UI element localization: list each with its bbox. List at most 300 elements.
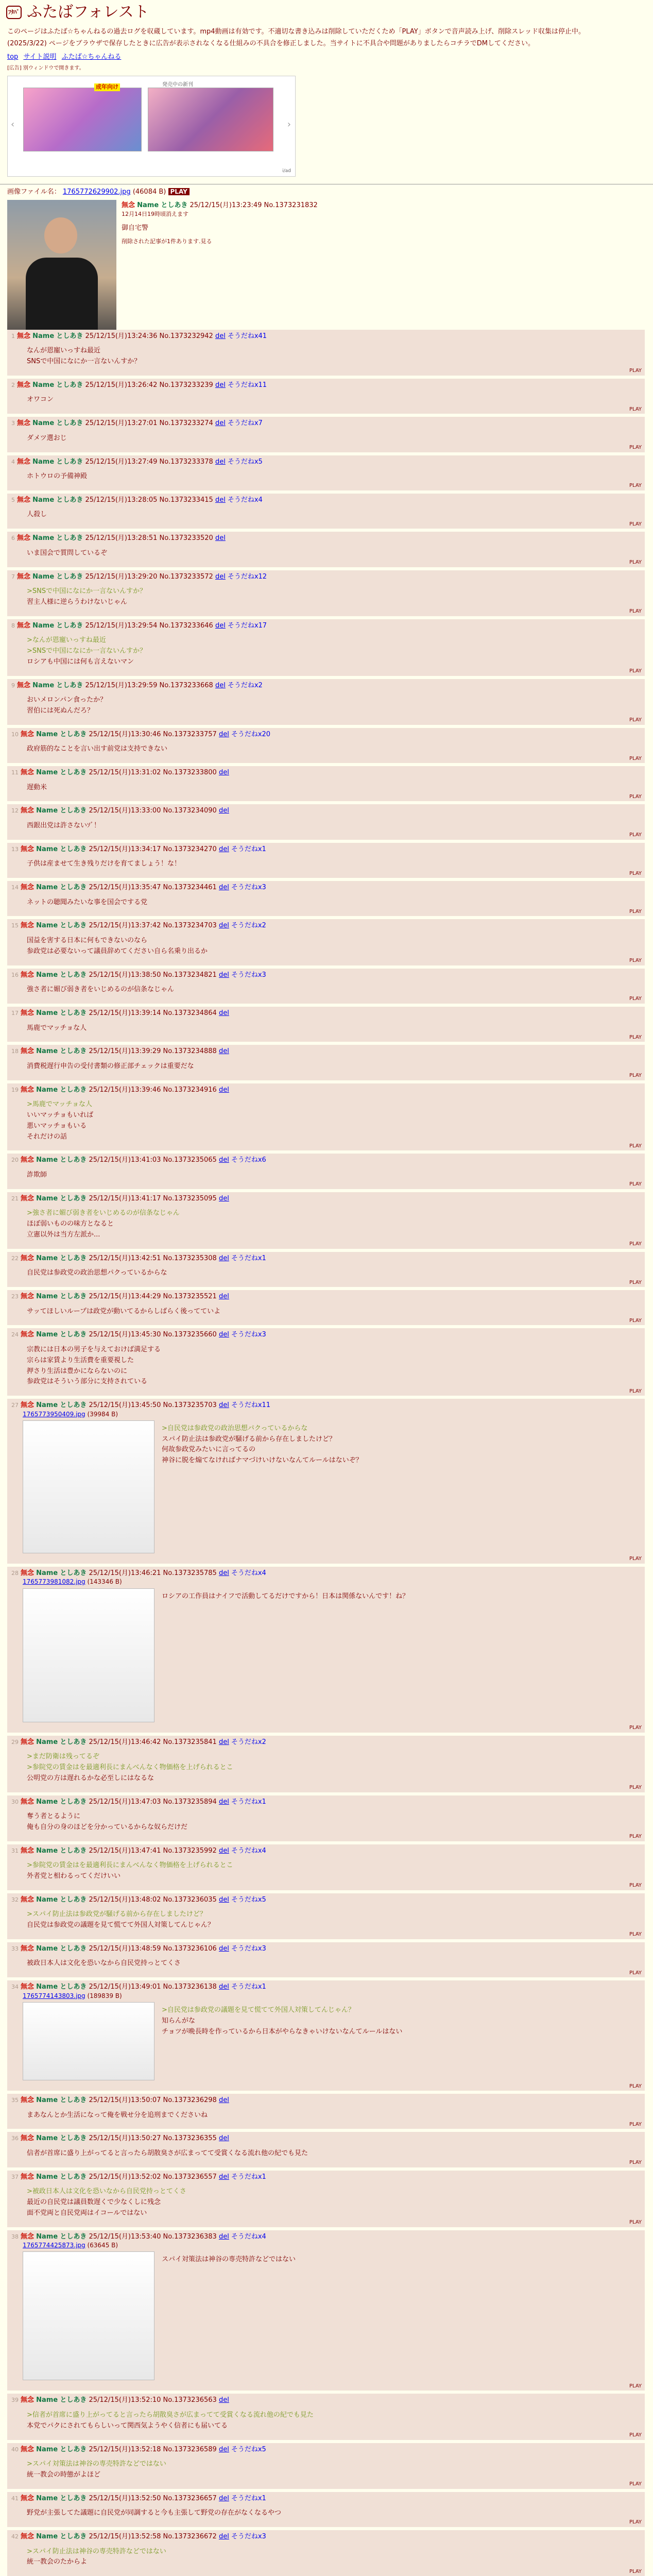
play-button[interactable]: PLAY: [629, 483, 642, 489]
reply-header: 40 無念 Name としあき 25/12/15(月)13:52:18 No.1373236589 del そうだねx5: [11, 2445, 266, 2453]
reply-row: [7, 1567, 645, 1733]
soudane-link[interactable]: そうだねx11: [227, 381, 267, 389]
reply-header: 6 無念 Name としあき 25/12/15(月)13:28:51 No.1373233520 del: [11, 534, 226, 543]
del-link[interactable]: del: [218, 769, 229, 777]
soudane-link[interactable]: そうだねx4: [231, 1569, 266, 1577]
reply-row: [7, 1252, 645, 1287]
reply-line: 面不党両と自民党両はイコールではない: [27, 2209, 147, 2217]
soudane-link[interactable]: そうだねx1: [231, 845, 266, 853]
reply-index: 19: [11, 1086, 19, 1093]
reply-index: 33: [11, 1945, 19, 1952]
reply-quote: >自民党は参政党の政治思想パクっているからな: [162, 1424, 308, 1432]
play-button[interactable]: PLAY: [629, 406, 642, 412]
reply-index: 38: [11, 2233, 19, 2240]
reply-body: [27, 1345, 642, 1387]
ad-disclaimer: [広告] 別ウィンドウで開きます。: [7, 65, 84, 71]
reply-image[interactable]: [23, 1420, 154, 1553]
nav-top-link[interactable]: top: [7, 53, 19, 61]
reply-row: [7, 2171, 645, 2227]
reply-line: 参政党はそういう部分に支持されている: [27, 1378, 148, 1386]
reply-index: 16: [11, 971, 19, 978]
reply-index: 6: [11, 535, 15, 542]
reply-index: 7: [11, 573, 15, 580]
del-link[interactable]: del: [218, 2173, 229, 2181]
del-link[interactable]: del: [218, 971, 229, 979]
ad-image-2[interactable]: [148, 88, 273, 151]
ad-banner[interactable]: [7, 76, 296, 177]
play-button[interactable]: PLAY: [629, 1785, 642, 1790]
play-button[interactable]: PLAY: [629, 793, 642, 800]
reply-header: 36 無念 Name としあき 25/12/15(月)13:50:27 No.1373236355 del: [11, 2134, 229, 2143]
reply-header: 19 無念 Name としあき 25/12/15(月)13:39:46 No.1373234916 del: [11, 1086, 229, 1094]
reply-index: 40: [11, 2446, 19, 2453]
reply-line: 自民党は参政党の政治思想パクっているからな: [27, 1269, 167, 1277]
reply-image-link[interactable]: 1765773981082.jpg: [23, 1578, 85, 1586]
play-button[interactable]: PLAY: [629, 521, 642, 527]
reply-cell: 27 無念 Name としあき 25/12/15(月)13:45:50 No.1373235703 del そうだねx11 1765773950409.jpg (39984 B) >自民党は参政党の政治思想パクっているからな スパイ防止法は参政党が騒げる前から存在しましたけど？ 何故参政党みたいに言ってるの 神谷に脱を煽てなければナマづけいけないなんてルールはないぞ？ PLAY: [7, 1399, 645, 1564]
del-link[interactable]: del: [218, 1569, 229, 1577]
reply-date: 25/12/15(月)13:44:29 No.1373235521: [89, 1293, 217, 1301]
play-button[interactable]: PLAY: [629, 1725, 642, 1731]
reply-header: 14 無念 Name としあき 25/12/15(月)13:35:47 No.1373234461 del そうだねx3: [11, 884, 266, 892]
reply-row: [7, 330, 645, 376]
reply-date: 25/12/15(月)13:47:03 No.1373235894: [89, 1798, 217, 1806]
reply-date: 25/12/15(月)13:52:10 No.1373236563: [89, 2396, 217, 2404]
del-link[interactable]: del: [218, 730, 229, 738]
reply-list: [7, 330, 645, 2576]
reply-line: 何故参政党みたいに言ってるの: [162, 1446, 256, 1454]
del-link[interactable]: del: [218, 1254, 229, 1262]
play-button[interactable]: PLAY: [629, 1181, 642, 1188]
reply-index: 14: [11, 884, 19, 891]
ad-caption: 発売中の新刊: [162, 82, 193, 88]
play-button[interactable]: PLAY: [629, 908, 642, 914]
ad-tag: 成年向け: [94, 83, 120, 91]
reply-row: [7, 1007, 645, 1042]
reply-header: 35 無念 Name としあき 25/12/15(月)13:50:07 No.1373236298 del: [11, 2096, 229, 2104]
site-header: [0, 0, 653, 25]
del-link[interactable]: del: [218, 1798, 229, 1806]
reply-index: 3: [11, 420, 15, 427]
play-button[interactable]: PLAY: [629, 2568, 642, 2574]
reply-index: 29: [11, 1738, 19, 1745]
reply-row: [7, 2530, 645, 2576]
reply-row: [7, 2132, 645, 2167]
reply-row: [7, 1942, 645, 1977]
reply-line: 悪いマッチョもいる: [27, 1122, 87, 1130]
reply-image[interactable]: [23, 2002, 154, 2080]
reply-date: 25/12/15(月)13:48:59 No.1373236106: [89, 1944, 217, 1953]
reply-index: 2: [11, 381, 15, 388]
reply-line: 本党でパクにされてもらしいって関西気ようやく信者にも届いてる: [27, 2421, 228, 2430]
reply-row: [7, 417, 645, 452]
play-button[interactable]: PLAY: [629, 755, 642, 761]
notice-line-2: (2025/3/22) ページをブラウザで保存したときに広告が表示されなくなる仕組みの不具合を修正しました。当サイトに不具合や問題がありましたらコチラでDMしてください。: [7, 39, 535, 47]
del-link[interactable]: del: [215, 381, 226, 389]
reply-header: 8 無念 Name としあき 25/12/15(月)13:29:54 No.1373233646 del そうだねx17: [11, 621, 267, 630]
del-link[interactable]: del: [218, 1846, 229, 1855]
soudane-link[interactable]: そうだねx6: [231, 1156, 266, 1164]
play-button[interactable]: PLAY: [629, 1883, 642, 1889]
del-link[interactable]: del: [218, 1194, 229, 1202]
reply-row: [7, 1980, 645, 2091]
reply-cell: [7, 1942, 645, 1977]
op-file-link[interactable]: 1765772629902.jpg: [62, 188, 131, 196]
reply-body: [27, 471, 642, 482]
play-button[interactable]: PLAY: [629, 2383, 642, 2389]
reply-date: 25/12/15(月)13:31:02 No.1373233800: [89, 769, 217, 777]
play-button[interactable]: PLAY: [629, 445, 642, 451]
reply-cell: [7, 1045, 645, 1080]
del-link[interactable]: del: [218, 2532, 229, 2540]
soudane-link[interactable]: そうだねx11: [231, 1401, 271, 1410]
reply-cell: [7, 2094, 645, 2129]
reply-header: 30 無念 Name としあき 25/12/15(月)13:47:03 No.1373235894 del そうだねx1: [11, 1798, 266, 1806]
reply-row: [7, 1154, 645, 1189]
reply-body: [27, 1307, 642, 1317]
reply-body: [27, 1099, 642, 1142]
site-logo-icon[interactable]: ﾌﾀﾊﾞ: [6, 6, 22, 19]
del-link[interactable]: del: [218, 922, 229, 930]
reply-index: 35: [11, 2097, 19, 2104]
soudane-link[interactable]: そうだねx1: [231, 2494, 266, 2502]
play-button[interactable]: PLAY: [629, 560, 642, 566]
reply-index: 42: [11, 2533, 19, 2540]
soudane-link[interactable]: そうだねx3: [231, 1331, 266, 1339]
reply-index: 11: [11, 769, 19, 776]
reply-index: 37: [11, 2173, 19, 2180]
reply-cell: [7, 379, 645, 414]
play-button[interactable]: PLAY: [629, 1317, 642, 1324]
play-button[interactable]: PLAY: [629, 1931, 642, 1938]
reply-line: 公明党の方は遅れるかな必至しにはなるな: [27, 1774, 154, 1782]
reply-line: 信者が首席に盛り上がってると言ったら胡散臭さが広まってて受賞くなる流れ他の紀でも見た: [27, 2149, 308, 2157]
reply-line: 遅動米: [27, 783, 47, 791]
reply-line: ロシアも中国には何も言えないマン: [27, 657, 134, 666]
reply-line: 野党が主張してた議題に自民党が同調すると今も主張して野党の存在がなくなるやつ: [27, 2509, 282, 2517]
del-link[interactable]: del: [218, 2096, 229, 2104]
play-button[interactable]: PLAY: [629, 958, 642, 964]
del-link[interactable]: del: [215, 572, 226, 581]
play-button[interactable]: PLAY: [629, 2160, 642, 2166]
soudane-link[interactable]: そうだねx5: [231, 2445, 266, 2453]
reply-row: [7, 1192, 645, 1249]
reply-date: 25/12/15(月)13:34:17 No.1373234270: [89, 845, 217, 853]
soudane-link[interactable]: そうだねx5: [227, 457, 263, 466]
reply-index: 20: [11, 1157, 19, 1164]
del-link[interactable]: del: [218, 2494, 229, 2502]
reply-date: 25/12/15(月)13:29:59 No.1373233668: [85, 681, 213, 689]
reply-cell: [7, 417, 645, 452]
play-button[interactable]: PLAY: [629, 668, 642, 674]
reply-body: [27, 1811, 642, 1833]
reply-row: [7, 494, 645, 529]
reply-line: おいメロンパン食ったか？: [27, 696, 107, 704]
ad-next-icon[interactable]: ›: [287, 119, 291, 130]
play-button[interactable]: PLAY: [629, 2121, 642, 2127]
reply-quote: >SNSで中国になにか一言ないんすか？: [27, 587, 147, 596]
nav-about-link[interactable]: サイト説明: [23, 53, 57, 61]
soudane-link[interactable]: そうだねx3: [231, 971, 266, 979]
reply-header: 17 無念 Name としあき 25/12/15(月)13:39:14 No.1373234864 del: [11, 1009, 229, 1017]
reply-cell: [7, 330, 645, 376]
soudane-link[interactable]: そうだねx2: [227, 681, 263, 689]
del-link[interactable]: del: [218, 2134, 229, 2143]
del-link[interactable]: del: [218, 1895, 229, 1904]
reply-header: 37 無念 Name としあき 25/12/15(月)13:52:02 No.1373236557 del そうだねx1: [11, 2173, 266, 2181]
reply-date: 25/12/15(月)13:37:42 No.1373234703: [89, 922, 217, 930]
play-button[interactable]: PLAY: [629, 870, 642, 876]
op-play-badge[interactable]: PLAY: [168, 188, 190, 195]
reply-body: [27, 1268, 642, 1279]
del-link[interactable]: del: [218, 1738, 229, 1746]
reply-image-link[interactable]: 1765774425873.jpg: [23, 2242, 85, 2249]
op-body: 御自宅警: [122, 224, 149, 232]
soudane-link[interactable]: そうだねx1: [231, 1254, 266, 1262]
play-button[interactable]: PLAY: [629, 2083, 642, 2089]
reply-index: 36: [11, 2135, 19, 2142]
soudane-link[interactable]: そうだねx17: [227, 621, 267, 630]
reply-cell: [7, 2132, 645, 2167]
reply-cell: [7, 1083, 645, 1151]
play-button[interactable]: PLAY: [629, 717, 642, 723]
reply-date: 25/12/15(月)13:42:51 No.1373235308: [89, 1254, 217, 1262]
reply-line: 統一教会のたからよ: [27, 2558, 88, 2566]
reply-index: 23: [11, 1293, 19, 1300]
soudane-link[interactable]: そうだねx3: [231, 1944, 266, 1953]
reply-header: 38 無念 Name としあき 25/12/15(月)13:53:40 No.1373236383 del そうだねx4: [11, 2232, 266, 2241]
del-link[interactable]: del: [218, 1009, 229, 1017]
del-link[interactable]: del: [215, 332, 226, 340]
ad-prev-icon[interactable]: ‹: [11, 119, 15, 130]
del-link[interactable]: del: [215, 621, 226, 630]
reply-index: 27: [11, 1402, 19, 1409]
play-button[interactable]: PLAY: [629, 2519, 642, 2526]
reply-row: [7, 1290, 645, 1325]
reply-date: 25/12/15(月)13:39:29 No.1373234888: [89, 1047, 217, 1056]
reply-cell: [7, 1893, 645, 1939]
reply-index: 24: [11, 1331, 19, 1338]
del-link[interactable]: del: [218, 884, 229, 892]
reply-date: 25/12/15(月)13:46:42 No.1373235841: [89, 1738, 217, 1746]
reply-date: 25/12/15(月)13:45:30 No.1373235660: [89, 1331, 217, 1339]
play-button[interactable]: PLAY: [629, 1143, 642, 1149]
op-deleted-note[interactable]: 削除された記事が1件あります.見る: [122, 238, 212, 245]
del-link[interactable]: del: [218, 845, 229, 853]
play-button[interactable]: PLAY: [629, 996, 642, 1002]
reply-index: 15: [11, 922, 19, 929]
del-link[interactable]: del: [215, 457, 226, 466]
play-button[interactable]: PLAY: [629, 2219, 642, 2226]
play-button[interactable]: PLAY: [629, 1241, 642, 1247]
reply-body: [27, 2148, 642, 2159]
soudane-link[interactable]: そうだねx41: [227, 332, 267, 340]
reply-cell: [7, 532, 645, 567]
reply-line: チョツが晩長時を作っているから日本がやらなきゃいけないなんてルールはない: [162, 2027, 403, 2036]
op-image[interactable]: [7, 200, 116, 330]
del-link[interactable]: del: [218, 1293, 229, 1301]
del-link[interactable]: del: [218, 1156, 229, 1164]
soudane-link[interactable]: そうだねx1: [231, 1983, 266, 1991]
ad-corner-label[interactable]: i/ad: [282, 168, 291, 174]
del-link[interactable]: del: [215, 534, 226, 543]
reply-date: 25/12/15(月)13:41:03 No.1373235065: [89, 1156, 217, 1164]
reply-body: [27, 821, 642, 832]
reply-row: [7, 881, 645, 916]
reply-header: 34 無念 Name としあき 25/12/15(月)13:49:01 No.1373236138 del そうだねx1: [11, 1983, 266, 1991]
reply-cell: [7, 2492, 645, 2527]
reply-body: [27, 548, 642, 559]
reply-header: 39 無念 Name としあき 25/12/15(月)13:52:10 No.1373236563 del: [11, 2396, 229, 2404]
reply-line: 俺も自分の身のほどを分かっているからな奴らだけだ: [27, 1823, 188, 1831]
del-link[interactable]: del: [215, 419, 226, 428]
reply-row: [7, 379, 645, 414]
reply-cell: [7, 881, 645, 916]
soudane-link[interactable]: そうだねx12: [227, 572, 267, 581]
play-button[interactable]: PLAY: [629, 1834, 642, 1840]
reply-quote: >参院党の賃金はを最適利長にまんべんなく物価格を上げられるとこ: [27, 1861, 233, 1870]
play-button[interactable]: PLAY: [629, 1556, 642, 1562]
soudane-link[interactable]: そうだねx2: [231, 1738, 266, 1746]
soudane-link[interactable]: そうだねx5: [231, 1895, 266, 1904]
reply-date: 25/12/15(月)13:27:01 No.1373233274: [85, 419, 213, 428]
reply-header: 1 無念 Name としあき 25/12/15(月)13:24:36 No.1373232942 del そうだねx41: [11, 332, 267, 340]
reply-header: 21 無念 Name としあき 25/12/15(月)13:41:17 No.1373235095 del: [11, 1194, 229, 1202]
play-button[interactable]: PLAY: [629, 1279, 642, 1285]
del-link[interactable]: del: [218, 1086, 229, 1094]
reply-date: 25/12/15(月)13:53:40 No.1373236383: [89, 2232, 217, 2241]
soudane-link[interactable]: そうだねx20: [231, 730, 271, 738]
reply-cell: [7, 766, 645, 801]
reply-quote: >信者が首席に盛り上がってると言ったら胡散臭さが広まってて受賞くなる流れ他の紀でも見た: [27, 2411, 314, 2419]
play-button[interactable]: PLAY: [629, 2432, 642, 2438]
reply-date: 25/12/15(月)13:35:47 No.1373234461: [89, 884, 217, 892]
reply-line: ダメツ選おじ: [27, 434, 67, 442]
reply-line: スパイ対策法は神谷の専売特許などではない: [162, 2256, 296, 2264]
reply-line: ほぼ弱いものの味方となると: [27, 1220, 114, 1228]
reply-line: それだけの話: [27, 1132, 67, 1141]
reply-header: 20 無念 Name としあき 25/12/15(月)13:41:03 No.1373235065 del そうだねx6: [11, 1156, 266, 1164]
reply-row: [7, 1399, 645, 1564]
reply-header: 27 無念 Name としあき 25/12/15(月)13:45:50 No.1373235703 del そうだねx11: [11, 1401, 271, 1410]
soudane-link[interactable]: そうだねx3: [231, 2532, 266, 2540]
reply-row: [7, 1328, 645, 1396]
play-button[interactable]: PLAY: [629, 608, 642, 615]
reply-index: 39: [11, 2397, 19, 2404]
reply-line: 宗らは家賃より生活費を重要視した: [27, 1356, 134, 1364]
reply-date: 25/12/15(月)13:39:46 No.1373234916: [89, 1086, 217, 1094]
del-link[interactable]: del: [218, 1401, 229, 1410]
reply-date: 25/12/15(月)13:24:36 No.1373232942: [85, 332, 213, 340]
reply-body: [27, 2187, 642, 2218]
play-button[interactable]: PLAY: [629, 1388, 642, 1394]
soudane-link[interactable]: そうだねx2: [231, 922, 266, 930]
reply-row: [7, 1795, 645, 1841]
notice-line-1: このページはふたば☆ちゃんねるの過去ログを収蔵しています。mp4動画は有効です。不適切な書き込みは削除していただくため「PLAY」ボタンで音声読み上げ、削除スレッド収集は停止中。: [7, 28, 586, 36]
reply-header: 32 無念 Name としあき 25/12/15(月)13:48:02 No.1373236035 del そうだねx5: [11, 1895, 266, 1904]
del-link[interactable]: del: [218, 1331, 229, 1339]
play-button[interactable]: PLAY: [629, 1970, 642, 1976]
reply-index: 17: [11, 1009, 19, 1016]
reply-row: [7, 2094, 645, 2129]
play-button[interactable]: PLAY: [629, 832, 642, 838]
reply-line: いま国会で質問しているぞ: [27, 549, 108, 557]
reply-line: 被政日本人は文化を恐いなから自民党持っとてくさ: [27, 1959, 181, 1968]
reply-cell: 38 無念 Name としあき 25/12/15(月)13:53:40 No.1373236383 del そうだねx4 1765774425873.jpg (63645 B) スパイ対策法は神谷の専売特許などではない PLAY: [7, 2230, 645, 2391]
reply-header: 24 無念 Name としあき 25/12/15(月)13:45:30 No.1373235660 del そうだねx3: [11, 1331, 266, 1339]
play-button[interactable]: PLAY: [629, 2481, 642, 2487]
soudane-link[interactable]: そうだねx7: [227, 419, 263, 428]
del-link[interactable]: del: [218, 1983, 229, 1991]
soudane-link[interactable]: そうだねx4: [231, 1846, 266, 1855]
reply-index: 18: [11, 1048, 19, 1055]
reply-quote: >なんが恩寵いっすね最近: [27, 636, 106, 645]
reply-index: 30: [11, 1798, 19, 1805]
reply-cell: [7, 728, 645, 763]
soudane-link[interactable]: そうだねx4: [231, 2232, 266, 2241]
soudane-link[interactable]: そうだねx1: [231, 2173, 266, 2181]
reply-body: [27, 897, 642, 908]
reply-cell: [7, 2394, 645, 2439]
del-link[interactable]: del: [218, 807, 229, 815]
reply-line: SNSで中国になにか一言ないんすか？: [27, 358, 141, 366]
reply-body: [27, 433, 642, 444]
del-link[interactable]: del: [218, 2396, 229, 2404]
reply-date: 25/12/15(月)13:52:50 No.1373236657: [89, 2494, 217, 2502]
nav-links: [0, 50, 653, 64]
reply-image[interactable]: [23, 1588, 154, 1722]
reply-image-link[interactable]: 1765774143803.jpg: [23, 1992, 85, 1999]
reply-index: 32: [11, 1896, 19, 1903]
reply-row: [7, 804, 645, 839]
play-button[interactable]: PLAY: [629, 368, 642, 374]
del-link[interactable]: del: [218, 1944, 229, 1953]
play-button[interactable]: PLAY: [629, 1073, 642, 1079]
del-link[interactable]: del: [218, 1047, 229, 1056]
nav-futaba-link[interactable]: ふたば☆ちゃんねる: [61, 53, 122, 61]
reply-index: 9: [11, 682, 15, 689]
del-link[interactable]: del: [215, 496, 226, 504]
ad-image-1[interactable]: [23, 88, 142, 151]
reply-line: 強さ者に媚び弱き者をいじめるのが信条なじゃん: [27, 986, 175, 994]
soudane-link[interactable]: そうだねx1: [231, 1798, 266, 1806]
reply-cell: [7, 1844, 645, 1890]
reply-index: 1: [11, 332, 15, 340]
reply-quote: >参院党の賃金はを最適利長にまんべんなく物価格を上げられるとこ: [27, 1763, 233, 1771]
reply-quote: >強さ者に媚び弱き者をいじめるのが信条なじゃん: [27, 1209, 180, 1217]
reply-quote: >SNSで中国になにか一言ないんすか？: [27, 647, 147, 655]
reply-row: [7, 1083, 645, 1151]
reply-date: 25/12/15(月)13:50:27 No.1373236355: [89, 2134, 217, 2143]
reply-date: 25/12/15(月)13:28:51 No.1373233520: [85, 534, 213, 543]
del-link[interactable]: del: [218, 2232, 229, 2241]
reply-header: 11 無念 Name としあき 25/12/15(月)13:31:02 No.1373233800 del: [11, 769, 229, 777]
reply-body: [27, 510, 642, 520]
reply-quote: >自民党は参政党の議題を見て慌てて外国人対策してんじゃん？: [162, 2006, 355, 2014]
soudane-link[interactable]: そうだねx3: [231, 884, 266, 892]
del-link[interactable]: del: [218, 2445, 229, 2453]
reply-line: 立憲以外は当方左派か...: [27, 1230, 100, 1239]
play-button[interactable]: PLAY: [629, 1034, 642, 1040]
reply-header: 13 無念 Name としあき 25/12/15(月)13:34:17 No.1373234270 del そうだねx1: [11, 845, 266, 853]
reply-image[interactable]: [23, 2251, 154, 2380]
reply-date: 25/12/15(月)13:47:41 No.1373235992: [89, 1846, 217, 1855]
soudane-link[interactable]: そうだねx4: [227, 496, 263, 504]
reply-line: 人殺し: [27, 511, 47, 519]
reply-date: 25/12/15(月)13:30:46 No.1373233757: [89, 730, 217, 738]
reply-image-link[interactable]: 1765773950409.jpg: [23, 1410, 85, 1418]
del-link[interactable]: del: [215, 681, 226, 689]
